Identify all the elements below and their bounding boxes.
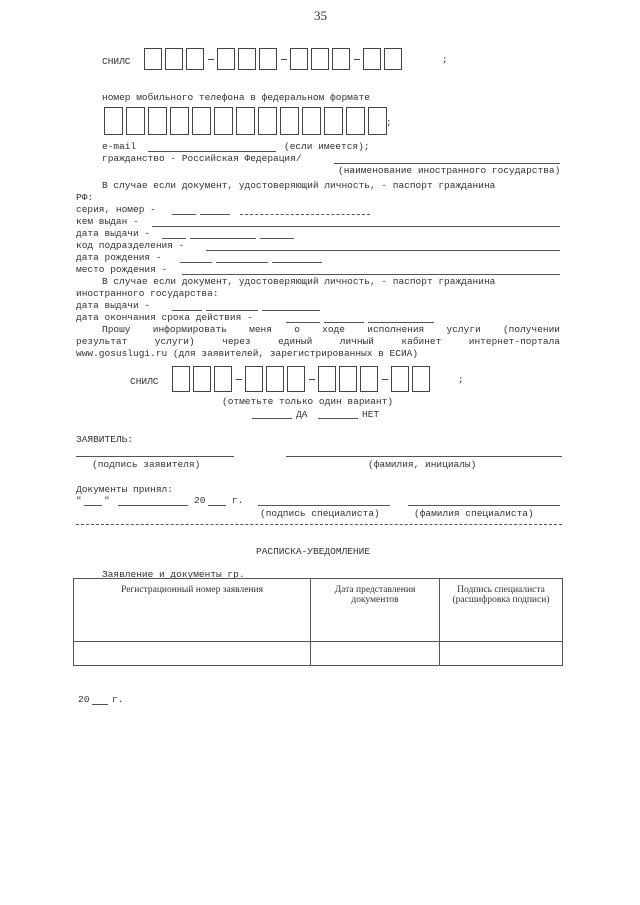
snils-digit-box[interactable] bbox=[259, 48, 277, 70]
separator-dash bbox=[281, 59, 287, 60]
receipt-intro: Заявление и документы гр. bbox=[102, 569, 245, 580]
foreign-expiry-label: дата окончания срока действия - bbox=[76, 312, 253, 323]
expiry-year-field[interactable] bbox=[368, 322, 434, 323]
yes-label: ДА bbox=[296, 409, 308, 420]
inform-line-2: результат услуги) через единый личный кабинет интернет-портала bbox=[76, 336, 560, 347]
foreign-state-caption: (наименование иностранного государства) bbox=[338, 165, 561, 176]
header-reg-number: Регистрационный номер заявления bbox=[74, 579, 311, 642]
foreign-issue-month-field[interactable] bbox=[206, 310, 258, 311]
phone-digit-box[interactable] bbox=[126, 107, 145, 135]
specialist-name-field[interactable] bbox=[408, 505, 560, 506]
foreign-issue-day-field[interactable] bbox=[172, 310, 202, 311]
specialist-signature-field[interactable] bbox=[258, 505, 390, 506]
snils-digit-box[interactable] bbox=[391, 366, 409, 392]
series-field[interactable] bbox=[172, 214, 196, 215]
number-field[interactable] bbox=[240, 214, 370, 215]
cut-line bbox=[76, 524, 562, 525]
footer-year-suffix: г. bbox=[112, 694, 124, 705]
snils-digit-box[interactable] bbox=[144, 48, 162, 70]
snils-digit-box[interactable] bbox=[360, 366, 378, 392]
birth-place-field[interactable] bbox=[182, 274, 560, 275]
expiry-day-field[interactable] bbox=[286, 322, 320, 323]
birth-place-label: место рождения - bbox=[76, 264, 168, 275]
phone-digit-box[interactable] bbox=[302, 107, 321, 135]
phone-digit-box[interactable] bbox=[170, 107, 189, 135]
docs-received-label: Документы принял: bbox=[76, 484, 173, 495]
date-quote-open: " bbox=[76, 495, 82, 506]
birth-day-field[interactable] bbox=[180, 262, 212, 263]
snils-digit-box[interactable] bbox=[384, 48, 402, 70]
applicant-heading: ЗАЯВИТЕЛЬ: bbox=[76, 434, 134, 445]
table-header-row bbox=[74, 579, 563, 642]
phone-digit-box[interactable] bbox=[236, 107, 255, 135]
dept-code-label: код подразделения - bbox=[76, 240, 185, 251]
foreign-passport-intro: В случае если документ, удостоверяющий личность, - паспорт гражданина bbox=[102, 276, 496, 287]
table-row bbox=[74, 642, 563, 666]
birth-date-label: дата рождения - bbox=[76, 252, 162, 263]
phone-digit-box[interactable] bbox=[192, 107, 211, 135]
foreign-passport-intro-cont: иностранного государства: bbox=[76, 288, 219, 299]
snils2-label: СНИЛС bbox=[130, 376, 159, 387]
rf-passport-intro: В случае если документ, удостоверяющий личность, - паспорт гражданина bbox=[102, 180, 496, 191]
snils2-end: ; bbox=[458, 374, 464, 385]
snils-end: ; bbox=[442, 54, 448, 65]
snils-digit-box[interactable] bbox=[318, 366, 336, 392]
birth-year-field[interactable] bbox=[272, 262, 322, 263]
rf-passport-intro-cont: РФ: bbox=[76, 192, 94, 203]
snils-input-group[interactable] bbox=[144, 48, 405, 70]
applicant-sign-caption: (подпись заявителя) bbox=[92, 459, 201, 470]
choose-one-note: (отметьте только один вариант) bbox=[222, 396, 394, 407]
foreign-state-field[interactable] bbox=[334, 163, 560, 164]
inform-line-1: Прошу информировать меня о ходе исполнения услуги (получении bbox=[102, 324, 560, 335]
inform-line-3: www.gosuslugi.ru (для заявителей, зарегистрированных в ЕСИА) bbox=[76, 348, 419, 359]
phone-digit-box[interactable] bbox=[214, 107, 233, 135]
received-day-field[interactable] bbox=[84, 505, 102, 506]
snils-digit-box[interactable] bbox=[412, 366, 430, 392]
separator-dash bbox=[309, 379, 315, 380]
email-note: (если имеется); bbox=[284, 141, 370, 152]
expiry-month-field[interactable] bbox=[324, 322, 364, 323]
snils-digit-box[interactable] bbox=[214, 366, 232, 392]
year-suffix: г. bbox=[232, 495, 244, 506]
phone-end: ; bbox=[386, 117, 392, 128]
phone-digit-box[interactable] bbox=[368, 107, 387, 135]
page-number: 35 bbox=[314, 8, 327, 23]
snils-digit-box[interactable] bbox=[165, 48, 183, 70]
snils-digit-box[interactable] bbox=[193, 366, 211, 392]
snils2-input-group[interactable] bbox=[172, 366, 433, 392]
dept-code-field[interactable] bbox=[206, 250, 560, 251]
email-field[interactable] bbox=[148, 151, 276, 152]
applicant-name-caption: (фамилия, инициалы) bbox=[368, 459, 477, 470]
phone-digit-box[interactable] bbox=[258, 107, 277, 135]
applicant-name-field[interactable] bbox=[286, 456, 562, 457]
date-quote-close: " bbox=[104, 495, 110, 506]
series-number-label: серия, номер - bbox=[76, 204, 156, 215]
snils-digit-box[interactable] bbox=[186, 48, 204, 70]
footer-year-prefix: 20 bbox=[78, 694, 90, 705]
issue-day-field[interactable] bbox=[162, 238, 186, 239]
snils-digit-box[interactable] bbox=[339, 366, 357, 392]
separator-dash bbox=[382, 379, 388, 380]
issue-date-label: дата выдачи - bbox=[76, 228, 151, 239]
issued-by-label: кем выдан - bbox=[76, 216, 139, 227]
series-field[interactable] bbox=[200, 214, 230, 215]
phone-label: номер мобильного телефона в федеральном формате bbox=[102, 92, 370, 103]
year-prefix: 20 bbox=[194, 495, 206, 506]
received-year-field[interactable] bbox=[208, 505, 226, 506]
separator-dash bbox=[208, 59, 214, 60]
receipt-title: РАСПИСКА-УВЕДОМЛЕНИЕ bbox=[256, 546, 371, 557]
issue-year-field[interactable] bbox=[260, 238, 294, 239]
phone-digit-box[interactable] bbox=[324, 107, 343, 135]
birth-month-field[interactable] bbox=[216, 262, 268, 263]
citizenship-label: гражданство - Российская Федерация/ bbox=[102, 153, 302, 164]
date-submitted-cell[interactable] bbox=[311, 642, 440, 666]
separator-dash bbox=[354, 59, 360, 60]
receipt-table bbox=[73, 578, 563, 666]
foreign-issue-date-label: дата выдачи - bbox=[76, 300, 151, 311]
header-signature: Подпись специалиста (расшифровка подписи) bbox=[440, 579, 563, 642]
yes-mark-field[interactable] bbox=[252, 418, 292, 419]
specialist-name-caption: (фамилия специалиста) bbox=[414, 508, 534, 519]
issued-by-field[interactable] bbox=[152, 226, 560, 227]
specialist-sign-caption: (подпись специалиста) bbox=[260, 508, 380, 519]
signature-cell[interactable] bbox=[440, 642, 563, 666]
applicant-signature-field[interactable] bbox=[76, 456, 234, 457]
snils-digit-box[interactable] bbox=[363, 48, 381, 70]
phone-input-group[interactable] bbox=[104, 107, 390, 135]
snils-digit-box[interactable] bbox=[238, 48, 256, 70]
snils-digit-box[interactable] bbox=[172, 366, 190, 392]
phone-digit-box[interactable] bbox=[104, 107, 123, 135]
snils-digit-box[interactable] bbox=[245, 366, 263, 392]
snils-label: СНИЛС bbox=[102, 56, 131, 67]
email-label: e-mail bbox=[102, 141, 137, 152]
header-date-submitted: Дата представления документов bbox=[311, 579, 440, 642]
separator-dash bbox=[236, 379, 242, 380]
snils-digit-box[interactable] bbox=[217, 48, 235, 70]
no-label: НЕТ bbox=[362, 409, 380, 420]
snils-digit-box[interactable] bbox=[332, 48, 350, 70]
footer-year-field[interactable] bbox=[92, 704, 108, 705]
snils-digit-box[interactable] bbox=[290, 48, 308, 70]
snils-digit-box[interactable] bbox=[311, 48, 329, 70]
snils-digit-box[interactable] bbox=[266, 366, 284, 392]
received-month-field[interactable] bbox=[118, 505, 188, 506]
phone-digit-box[interactable] bbox=[280, 107, 299, 135]
reg-number-cell[interactable] bbox=[74, 642, 311, 666]
snils-digit-box[interactable] bbox=[287, 366, 305, 392]
no-mark-field[interactable] bbox=[318, 418, 358, 419]
phone-digit-box[interactable] bbox=[148, 107, 167, 135]
phone-digit-box[interactable] bbox=[346, 107, 365, 135]
foreign-issue-year-field[interactable] bbox=[262, 310, 320, 311]
issue-month-field[interactable] bbox=[190, 238, 256, 239]
